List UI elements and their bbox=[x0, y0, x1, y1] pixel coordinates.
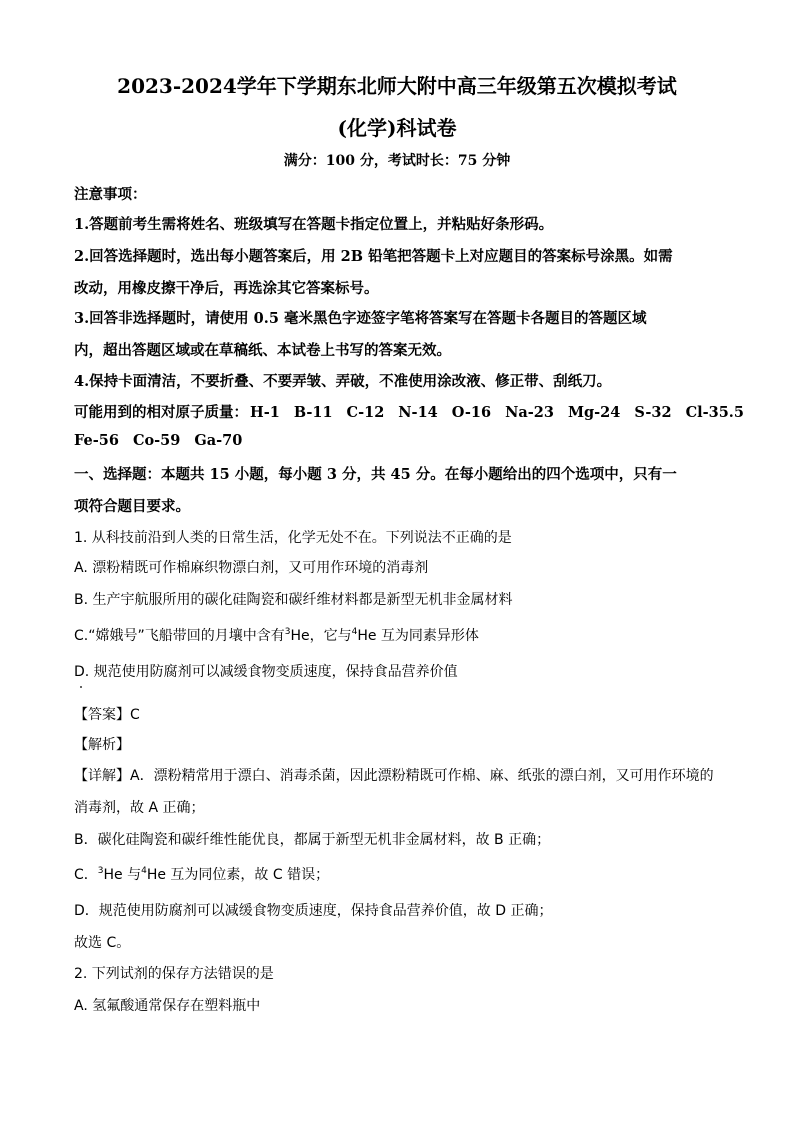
detail-a-line1: 【详解】A．漂粉精常用于漂白、消毒杀菌，因此漂粉精既可作棉、麻、纸张的漂白剂，又可用作环境的 bbox=[74, 768, 714, 784]
note-item: 1.答题前考生需将姓名、班级填写在答题卡指定位置上，并粘贴好条形码。 bbox=[74, 216, 554, 233]
detail-d: D．规范使用防腐剂可以减缓食物变质速度，保持食品营养价值，故 D 正确； bbox=[74, 903, 553, 919]
section-heading-cont: 项符合题目要求。 bbox=[74, 498, 190, 515]
section-heading: 一、选择题：本题共 15 小题，每小题 3 分，共 45 分。在每小题给出的四个选项中，只有一 bbox=[74, 466, 677, 483]
detail-a-line2: 消毒剂，故 A 正确； bbox=[74, 800, 205, 816]
note-item: 2.回答选择题时，选出每小题答案后，用 2B 铅笔把答题卡上对应题目的答案标号涂黑。如需 bbox=[74, 248, 673, 265]
conclusion: 故选 C。 bbox=[74, 935, 131, 951]
question-1-option-d: D. 规范使用防腐剂可以减缓食物变质速度，保持食品营养价值 bbox=[74, 664, 458, 680]
note-item: 3.回答非选择题时，请使用 0.5 毫米黑色字迹签字笔将答案写在答题卡各题目的答题区域 bbox=[74, 310, 647, 327]
stray-mark bbox=[80, 686, 82, 688]
score-time: 满分：100 分，考试时长：75 分钟 bbox=[283, 153, 511, 169]
atomic-weights-label: 可能用到的相对原子质量： bbox=[74, 404, 248, 421]
note-item: 内，超出答题区域或在草稿纸、本试卷上书写的答案无效。 bbox=[74, 342, 451, 359]
question-1-option-b: B. 生产宇航服所用的碳化硅陶瓷和碳纤维材料都是新型无机非金属材料 bbox=[74, 592, 513, 608]
analysis-label: 【解析】 bbox=[74, 737, 130, 753]
notes-heading: 注意事项： bbox=[74, 186, 147, 203]
subject-title: (化学)科试卷 bbox=[337, 116, 457, 140]
note-item: 改动，用橡皮擦干净后，再选涂其它答案标号。 bbox=[74, 280, 379, 297]
question-1-option-c: C.“嫦娥号”飞船带回的月壤中含有$^3$He，它与$^4$He 互为同素异形体 bbox=[74, 627, 479, 644]
question-2-stem: 2. 下列试剂的保存方法错误的是 bbox=[74, 966, 274, 982]
answer-label: 【答案】C bbox=[74, 707, 140, 723]
page-title: 2023-2024学年下学期东北师大附中高三年级第五次模拟考试 bbox=[117, 74, 677, 98]
atomic-weights-line2: Fe-56 Co-59 Ga-70 bbox=[74, 432, 243, 449]
question-2-option-a: A. 氢氟酸通常保存在塑料瓶中 bbox=[74, 998, 261, 1014]
question-1-stem: 1. 从科技前沿到人类的日常生活，化学无处不在。下列说法不正确的是 bbox=[74, 530, 512, 546]
detail-b: B．碳化硅陶瓷和碳纤维性能优良，都属于新型无机非金属材料，故 B 正确； bbox=[74, 832, 551, 848]
question-1-option-a: A. 漂粉精既可作棉麻织物漂白剂，又可用作环境的消毒剂 bbox=[74, 560, 429, 576]
note-item: 4.保持卡面清洁，不要折叠、不要弄皱、弄破，不准使用涂改液、修正带、刮纸刀。 bbox=[74, 373, 612, 390]
atomic-weights-line1: 可能用到的相对原子质量： H-1 B-11 C-12 N-14 O-16 Na-23 Mg-24 S-32 Cl-35.5 bbox=[74, 401, 758, 422]
detail-c: C．$^3$He 与$^4$He 互为同位素，故 C 错误； bbox=[74, 866, 330, 883]
